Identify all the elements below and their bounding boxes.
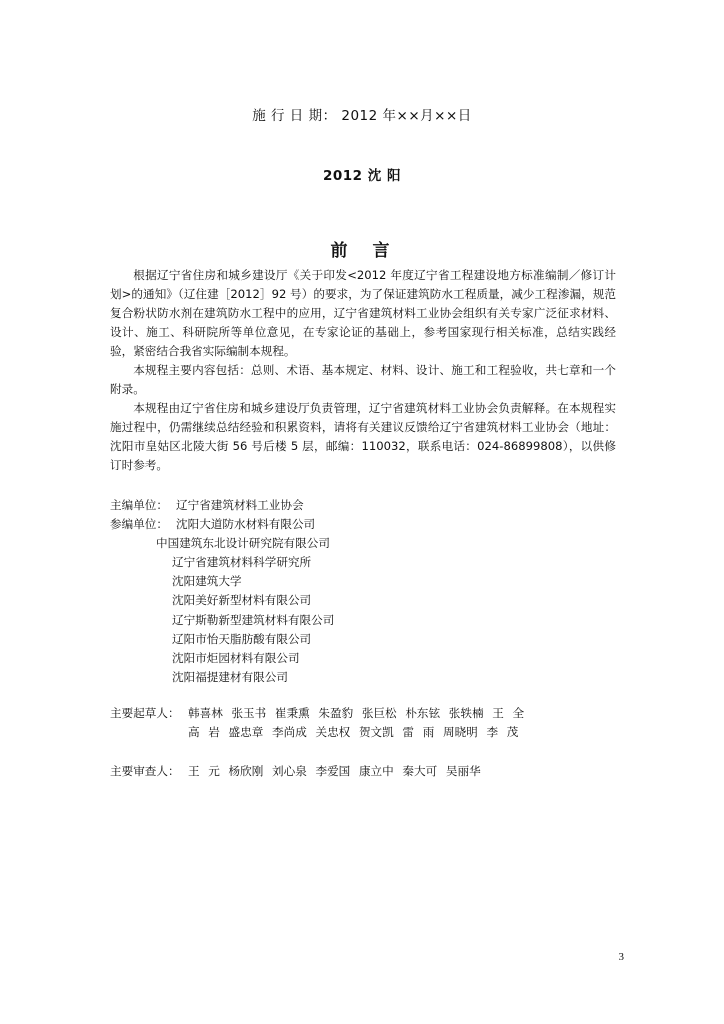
foreword-paragraph-3 xyxy=(110,399,616,475)
drafters-names: 韩喜林 张玉书 崔秉熏 朱盈豹 张巨松 朴东铉 张轶楠 王 全 xyxy=(188,706,525,720)
participating-unit: 沈阳福提建材有限公司 xyxy=(172,669,288,684)
compiling-units xyxy=(110,496,616,687)
participating-unit: 辽宁省建筑材料科学研究所 xyxy=(172,555,312,570)
participating-unit-label: 参编单位： xyxy=(110,517,168,532)
drafters-row xyxy=(110,723,630,742)
chief-unit: 辽宁省建筑材料工业协会 xyxy=(176,498,304,512)
participating-unit-row xyxy=(110,591,616,610)
participating-unit: 沈阳大道防水材料有限公司 xyxy=(176,517,316,532)
participating-unit-row xyxy=(110,572,616,591)
foreword-title: 前 言 xyxy=(330,241,394,261)
page-number: 3 xyxy=(618,951,624,963)
reviewers-names: 王 元 杨欣刚 刘心泉 李爱国 康立中 秦大可 吴丽华 xyxy=(188,764,481,778)
reviewers-label: 主要审查人： xyxy=(110,764,180,778)
drafters-label: 主要起草人： xyxy=(110,706,180,720)
chief-unit-label: 主编单位： xyxy=(110,498,168,512)
participating-unit: 沈阳美好新型材料有限公司 xyxy=(172,593,312,608)
drafters-row xyxy=(110,704,630,723)
paragraph-text: 本规程主要内容包括：总则、术语、基本规定、材料、设计、施工和工程验收，共七章和一个附录。 xyxy=(110,363,616,396)
paragraph-text: 本规程由辽宁省住房和城乡建设厅负责管理，辽宁省建筑材料工业协会负责解释。在本规程实施过程中，仍需继续总结经验和积累资料，请将有关建议反馈给辽宁省建筑材料工业协会（地址：沈阳市皇姑区北陵大街 56 号后楼 5 层，邮编：110032，联系电话：024-86899808），以供修订时参考。 xyxy=(110,401,616,472)
main-reviewers xyxy=(110,762,630,781)
chief-unit-row xyxy=(110,496,616,515)
foreword-paragraph-2 xyxy=(110,361,616,399)
reviewers-row xyxy=(110,762,630,781)
year-and-city: 2012 沈 阳 xyxy=(323,168,401,184)
foreword-paragraph-1 xyxy=(110,266,616,361)
participating-unit-row xyxy=(110,611,616,630)
participating-unit: 沈阳市炬园材料有限公司 xyxy=(172,650,300,665)
participating-unit: 中国建筑东北设计研究院有限公司 xyxy=(156,536,330,551)
participating-unit-row xyxy=(110,534,616,553)
main-drafters xyxy=(110,704,630,742)
participating-unit-row xyxy=(110,630,616,649)
paragraph-text: 根据辽宁省住房和城乡建设厅《关于印发<2012 年度辽宁省工程建设地方标准编制／修订计划>的通知》（辽住建［2012］92 号）的要求，为了保证建筑防水工程质量，减少工程渗漏，规范复合粉状防水剂在建筑防水工程中的应用，辽宁省建筑材料工业协会组织有关专家广泛征求材料、设计、施工、科研院所等单位意见，在专家论证的基础上，参考国家现行相关标准，总结实践经验，紧密结合我省实际编制本规程。 xyxy=(110,268,616,358)
label-spacer xyxy=(110,723,188,742)
participating-unit-row xyxy=(110,553,616,572)
participating-unit-row xyxy=(110,515,616,534)
drafters-names: 高 岩 盛忠章 李尚成 关忠权 贺文凯 雷 雨 周晓明 李 茂 xyxy=(188,725,519,739)
participating-unit-row xyxy=(110,649,616,668)
participating-unit: 辽宁斯勒新型建筑材料有限公司 xyxy=(172,612,335,627)
participating-unit-row xyxy=(110,668,616,687)
participating-unit: 辽阳市怡天脂肪酸有限公司 xyxy=(172,631,312,646)
effective-date: 施 行 日 期： 2012 年××月××日 xyxy=(252,108,472,124)
participating-unit: 沈阳建筑大学 xyxy=(172,574,242,589)
